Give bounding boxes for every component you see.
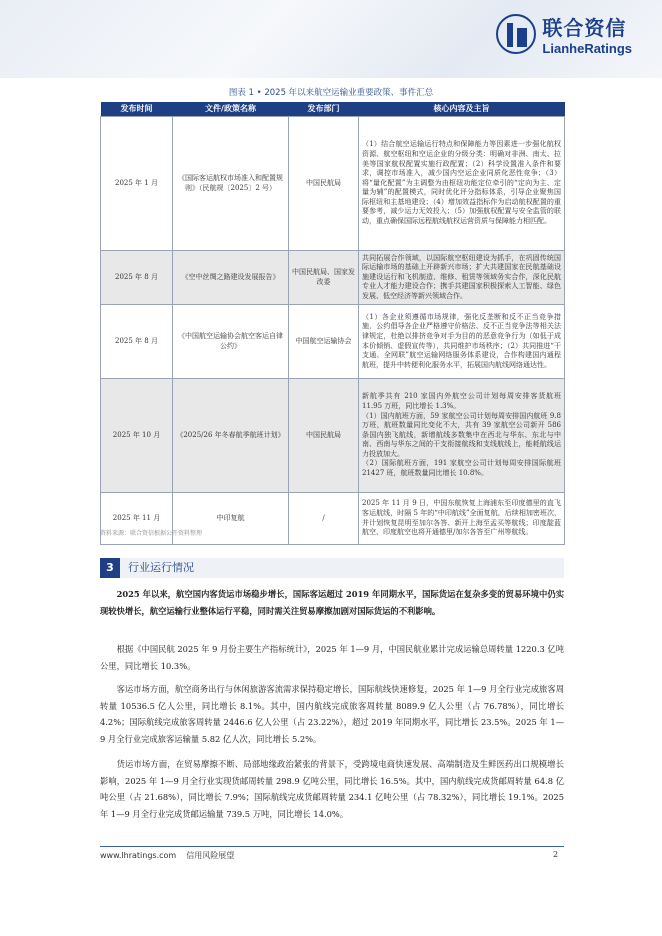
table-row [101, 379, 565, 493]
footer-url: www.lhratings.com [100, 851, 177, 860]
cell-dept: / [289, 493, 359, 545]
cell-dept: 中国民航局 [289, 379, 359, 493]
brand-logo [496, 12, 632, 56]
footer-slogan: 信用风险展望 [186, 851, 235, 860]
cell-date: 2025 年 1 月 [101, 117, 173, 251]
section-title: 行业运行情况 [128, 561, 194, 574]
content-intro: 新航季共有 210 家国内外航空公司计划每周安排客货航班 11.95 万班，同比增长 1.3%。 [362, 392, 561, 410]
brand-logo-icon [496, 14, 536, 54]
cell-date: 2025 年 10 月 [101, 379, 173, 493]
paragraph: 货运市场方面，在贸易摩擦不断、局部地缘政治紧张的背景下，受跨境电商快速发展、高端制造及生鲜医药出口规模增长影响，2025 年 1—9 月全行业实现货邮周转量 298.9 亿吨公里，同比增长 16.5%。其中，国内航线完成货邮周转量 64.8 亿吨公里（占 21.68%），同比增长 7.9%；国际航线完成货邮周转量 234.1 亿吨公里（占 78.32%），同比增长 19.1%。2025 年 1—9 月全行业完成货邮运输量 739.5 万吨，同比增长 14.0%。 [100, 759, 564, 819]
cell-doc: 《中国航空运输协会航空客运自律公约》 [173, 305, 289, 379]
table-source-note: 资料来源：联合资信根据公开资料整理 [100, 530, 203, 537]
content-international: （2）国际航班方面，191 家航空公司计划每周安排国际航班 21427 班，航班数量同比增长 10.8%。 [362, 459, 561, 478]
cell-doc: 《2025/26 年冬春航季航班计划》 [173, 379, 289, 493]
cell-date: 2025 年 11 月 [101, 493, 173, 545]
cell-dept: 中国民航局 [289, 117, 359, 251]
cell-dept: 中国航空运输协会 [289, 305, 359, 379]
footer-divider [100, 846, 564, 847]
column-header: 发布时间 [101, 102, 173, 117]
cell-content: （1）结合航空运输运行特点和保障能力等因素进一步强化航权资源、航空枢纽和空运企业的分级分类：明确对非洲、南太、拉美等国家航权配置实施行政配置；（2）科学设置准入条件和要求，调控市场准入，减少国内空运企业同质化恶性竞争；（3）将“量化配置”为主调整为由枢纽功能定位牵引的“定向为主、定量为辅”的配置模式，同时优化评分指标体系，引导企业聚焦国际枢纽和主基地建设；（4）增加效益指标作为启动航权配置的重要参考，减少运力无效投入；（5）加强航权配置与安全监管的联动，重点确保国际远程航线航权运营资质与保障能力相匹配。 [359, 117, 565, 251]
cell-doc: 《空中丝绸之路建设发展报告》 [173, 251, 289, 305]
table-row [101, 251, 565, 305]
cell-doc: 《国际客运航权市场准入和配置规则》（民航规〔2025〕2 号） [173, 117, 289, 251]
paragraph: 根据《中国民航 2025 年 9 月份主要生产指标统计》，2025 年 1—9 月，中国民航业累计完成运输总周转量 1220.3 亿吨公里，同比增长 10.3%。 [100, 644, 564, 671]
cell-content [359, 379, 565, 493]
section-heading [100, 558, 564, 578]
paragraph: 客运市场方面，航空商务出行与休闲旅游客流需求保持稳定增长，国际航线快速修复，2025 年 1—9 月全行业完成旅客周转量 10536.5 亿人公里，同比增长 8.1%。其中，国内航线完成旅客周转量 8089.9 亿人公里（占 76.78%），同比增长 4.2%；国际航线完成旅客周转量 2446.6 亿人公里（占 23.22%），超过 2019 年同期水平，同比增长 23.5%。2025 年 1—9 月全行业完成旅客运输量 5.82 亿人次，同比增长 5.2%。 [100, 684, 564, 744]
table-row [101, 117, 565, 251]
table-title: 图表 1 • 2025 年以来航空运输业重要政策、事件汇总 [228, 88, 434, 98]
cell-dept: 中国民航局、国家发改委 [289, 251, 359, 305]
content-domestic: （1）国内航班方面，59 家航空公司计划每周安排国内航班 9.8 万班，航班数量同比变化不大，共有 39 家航空公司新开 586 条国内独飞航线，新增航线多数集中在西北与华东、东北与中南、西南与华东之间的干支衔接航线和支线航线上，能耗航线运力投放加大。 [362, 411, 561, 458]
cell-content: 2025 年 11 月 9 日，中国东航恢复上海浦东至印度德里的直飞客运航线，时隔 5 年的“中印航线”全面复航，后续相加密班次，并计划恢复昆明至加尔各答、新开上海至孟买等航线；印度靛蓝航空、印度航空也将开通德里/加尔各答至广州等航线。 [359, 493, 565, 545]
page-number: 2 [553, 850, 559, 859]
brand-name-en: LianheRatings [542, 41, 632, 56]
cell-date: 2025 年 8 月 [101, 305, 173, 379]
column-header: 核心内容及主旨 [359, 102, 565, 117]
section-summary: 2025 年以来，航空国内客货运市场稳步增长，国际客运超过 2019 年同期水平，国际货运在复杂多变的贸易环境中仍实现较快增长，航空运输行业整体运行平稳，同时需关注贸易摩擦加剧对国际货运的不利影响。 [100, 589, 564, 616]
cell-date: 2025 年 8 月 [101, 251, 173, 305]
cell-doc: 中印复航 [173, 493, 289, 545]
column-header: 发布部门 [289, 102, 359, 117]
section-number: 3 [100, 558, 120, 578]
table-row [101, 305, 565, 379]
cell-content: 共同拓展合作领域，以国际航空枢纽建设为抓手，在巩固传统国际运输市场的基础上开辟新兴市场；扩大共建国家在民航基础设施建设运行和飞机制造、维修、租赁等领域务实合作，深化民航专业人才能力建设合作；携手共建国家积极探索人工智能、绿色发展、低空经济等新兴领域合作。 [359, 251, 565, 305]
brand-name-cn: 联合资信 [542, 16, 627, 40]
events-table [100, 102, 565, 545]
cell-content: （1）各企业须遵循市场规律，强化反垄断和反不正当竞争措施，公约倡导各企业严格遵守价格法、反不正当竞争法等相关法律规定，杜绝以排挤竞争对手为目的的恶意竞争行为（如低于成本价倾销、虚假宣传等），共同维护市场秩序；（2）共同推进“干支通、全网联”航空运输网络服务体系建设，合作构建国内通程航班，提升中转便利化服务水平，拓展国内航线网络通达性。 [359, 305, 565, 379]
footer-left [100, 850, 234, 861]
column-header: 文件/政策名称 [173, 102, 289, 117]
